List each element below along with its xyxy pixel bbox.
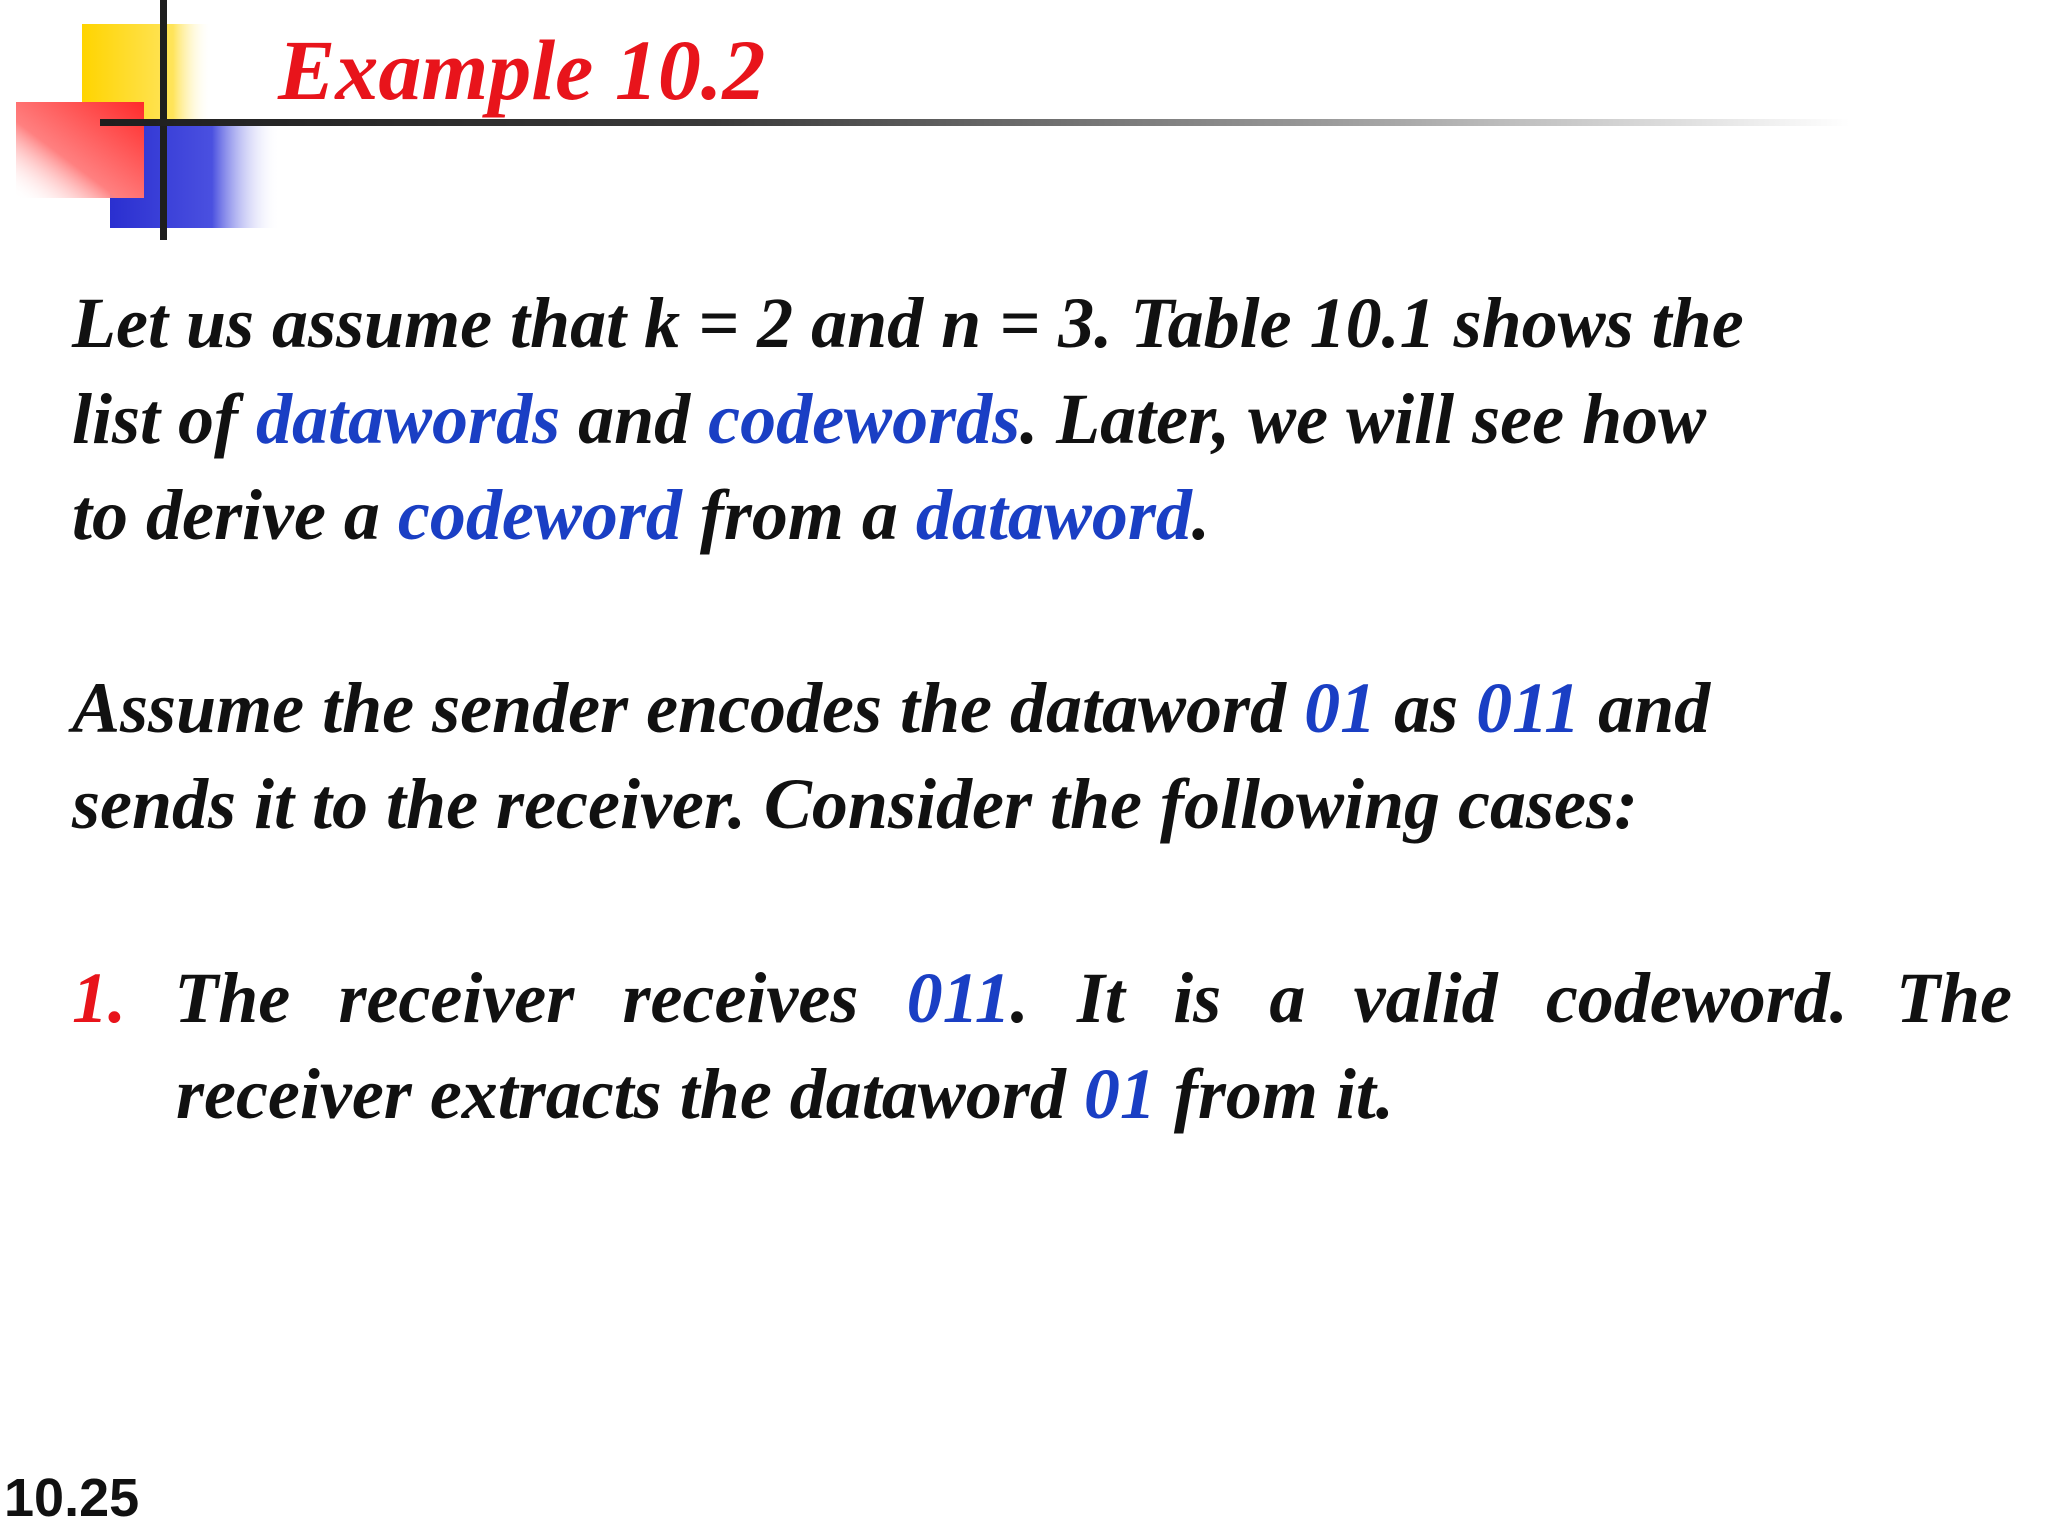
text-segment: list of <box>72 379 257 459</box>
case-word: The <box>174 958 291 1038</box>
text-segment: and <box>560 379 709 459</box>
highlight-extracted-dataword: 01 <box>1083 1054 1156 1134</box>
case-code-group <box>907 950 1029 1046</box>
highlight-dataword: dataword <box>915 475 1192 555</box>
page-number: 10.25 <box>4 1468 140 1528</box>
text-segment: Let us assume that k = 2 and n = 3. Table 10.1 shows the <box>72 283 1744 363</box>
text-segment: from a <box>681 475 916 555</box>
text-segment: to derive a <box>72 475 398 555</box>
paragraph-line <box>72 660 2012 756</box>
highlight-codeword: codeword <box>397 475 682 555</box>
case-word: receives <box>622 958 859 1038</box>
text-segment: . Later, we will see how <box>1020 379 1707 459</box>
case-line <box>72 950 2012 1046</box>
highlight-codeword-value: 011 <box>1476 668 1581 748</box>
highlight-codewords: codewords <box>708 379 1021 459</box>
text-segment: Assume the sender encodes the dataword <box>72 668 1305 748</box>
paragraph-assumption <box>72 660 2012 852</box>
paragraph-line <box>72 756 2012 852</box>
text-segment: as <box>1376 668 1477 748</box>
text-segment: sends it to the receiver. Consider the following cases: <box>72 764 1638 844</box>
case-word: receiver <box>338 958 575 1038</box>
text-segment: . <box>1191 475 1210 555</box>
case-word: It <box>1076 958 1125 1038</box>
text-segment: and <box>1580 668 1711 748</box>
case-word: a <box>1269 958 1306 1038</box>
text-segment: from it. <box>1155 1054 1394 1134</box>
case-item-1 <box>72 950 2012 1142</box>
highlight-dataword-value: 01 <box>1304 668 1377 748</box>
text-segment: receiver extracts the dataword <box>176 1054 1084 1134</box>
paragraph-line <box>72 467 2012 563</box>
paragraph-line <box>72 275 2012 371</box>
case-word: The <box>1896 958 2012 1038</box>
highlight-received-code: 011 <box>906 958 1011 1038</box>
case-word: codeword. <box>1545 958 1848 1038</box>
case-number: 1. <box>72 958 126 1038</box>
highlight-datawords: datawords <box>256 379 561 459</box>
case-word: is <box>1173 958 1222 1038</box>
case-word: . <box>1010 958 1029 1038</box>
case-line <box>72 1046 2012 1142</box>
slide-title: Example 10.2 <box>278 22 766 118</box>
paragraph-intro <box>72 275 2012 563</box>
title-underline <box>100 119 1850 126</box>
paragraph-line <box>72 371 2012 467</box>
case-word: valid <box>1353 958 1498 1038</box>
